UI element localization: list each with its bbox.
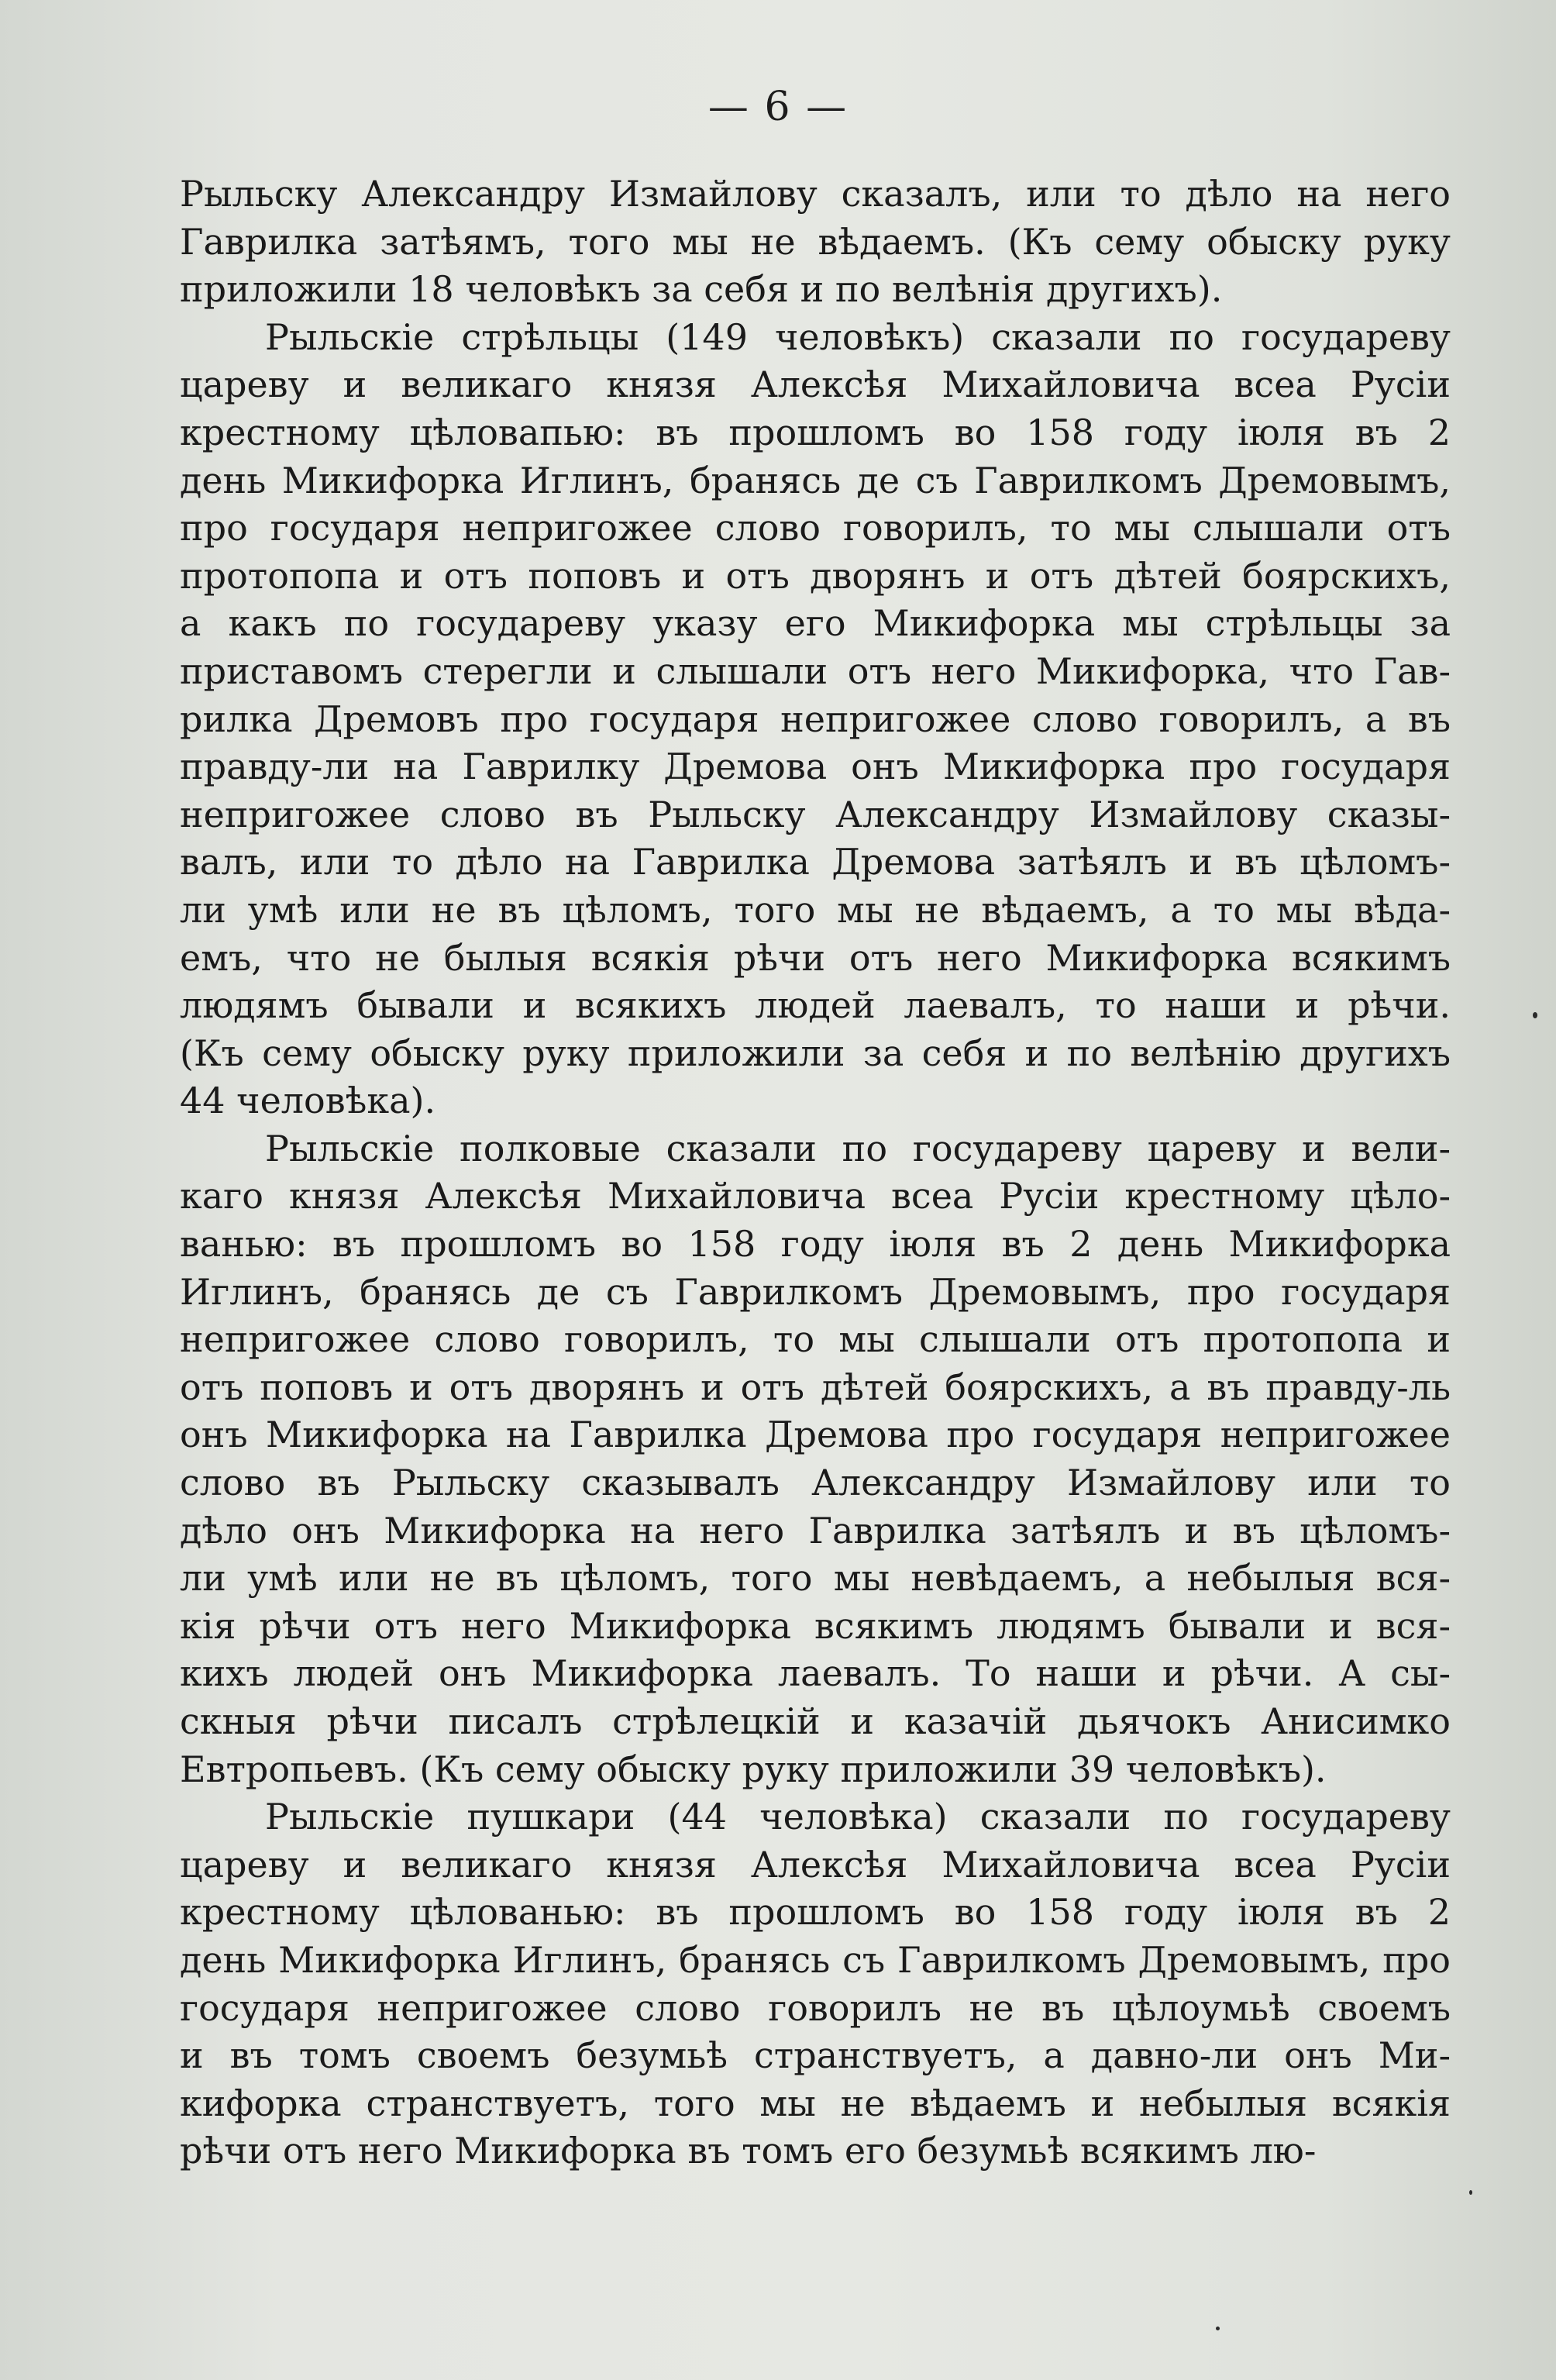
paragraph [180,1125,1451,1793]
text-line: крестному цѣлованью: въ прошломъ во 158 году іюля въ 2 [180,1891,1451,1934]
ink-speck [1216,2327,1220,2330]
text-line: Рыльску Александру Измайлову сказалъ, или то дѣло на него [180,173,1451,215]
text-line: непригожее слово въ Рыльску Александру Измайлову сказы- [180,793,1451,835]
text-line: рилка Дремовъ про государя непригожее слово говорилъ, а въ [180,697,1451,740]
text-line: кихъ людей онъ Микифорка лаевалъ. То наши и рѣчи. А сы- [180,1652,1451,1695]
text-line: протопопа и отъ поповъ и отъ дворянъ и отъ дѣтей боярскихъ, [180,554,1451,597]
text-line: цареву и великаго князя Алексѣя Михайловича всеа Русіи [180,1843,1451,1886]
text-line: кія рѣчи отъ него Микифорка всякимъ людямъ бывали и вся- [180,1604,1451,1647]
text-line: онъ Микифорка на Гаврилка Дремова про государя непригожее [180,1414,1451,1456]
text-line: рѣчи отъ него Микифорка въ томъ его безумьѣ всякимъ лю- [180,2130,1317,2172]
text-line: Рыльскіе пушкари (44 человѣка) сказали по государеву [265,1796,1451,1838]
text-line: Рыльскіе стрѣльцы (149 человѣкъ) сказали по государеву [265,315,1451,358]
paragraph [180,314,1451,1125]
text-line: крестному цѣловапью: въ прошломъ во 158 году іюля въ 2 [180,411,1451,453]
text-line: государя непригожее слово говорилъ не въ цѣлоумьѣ своемъ [180,1986,1451,2029]
text-line: людямъ бывали и всякихъ людей лаевалъ, то наши и рѣчи. [180,984,1451,1027]
text-line: приставомъ стерегли и слышали отъ него Микифорка, что Гав- [180,649,1451,692]
page-number: — 6 — [707,84,849,130]
text-line: ли умѣ или не въ цѣломъ, того мы не вѣдаемъ, а то мы вѣда- [180,888,1451,931]
text-line: слово въ Рыльску сказывалъ Александру Измайлову или то [180,1462,1451,1504]
text-line: и въ томъ своемъ безумьѣ странствуетъ, а давно-ли онъ Ми- [180,2034,1451,2077]
text-line: день Микифорка Иглинъ, бранясь съ Гаврилкомъ Дремовымъ, про [180,1938,1451,1981]
text-line: каго князя Алексѣя Михайловича всеа Русіи крестному цѣло- [180,1175,1451,1218]
text-line: приложили 18 человѣкъ за себя и по велѣнія другихъ). [180,268,1223,311]
text-line: непригожее слово говорилъ, то мы слышали отъ протопопа и [180,1318,1451,1361]
text-line: Рыльскіе полковые сказали по государеву цареву и вели- [265,1127,1451,1169]
text-line: (Къ сему обыску руку приложили за себя и по велѣнію другихъ [180,1032,1451,1074]
text-line: дѣло онъ Микифорка на него Гаврилка затѣялъ и въ цѣломъ- [180,1509,1451,1552]
ink-speck [1469,2190,1472,2195]
text-line: про государя непригожее слово говорилъ, то мы слышали отъ [180,507,1451,549]
paragraph [180,170,1451,314]
text-line: правду-ли на Гаврилку Дремова онъ Микифорка про государя [180,746,1451,788]
text-line: ли умѣ или не въ цѣломъ, того мы невѣдаемъ, а небылыя вся- [180,1557,1451,1600]
text-line: день Микифорка Иглинъ, бранясь де съ Гаврилкомъ Дремовымъ, [180,459,1451,501]
text-line: емъ, что не былыя всякія рѣчи отъ него Микифорка всякимъ [180,936,1451,979]
ink-speck [1533,1012,1537,1018]
text-line: Иглинъ, бранясь де съ Гаврилкомъ Дремовымъ, про государя [180,1270,1451,1313]
text-line: 44 человѣка). [180,1080,436,1122]
text-line: Гаврилка затѣямъ, того мы не вѣдаемъ. (Къ сему обыску руку [180,220,1451,263]
text-line: отъ поповъ и отъ дворянъ и отъ дѣтей боярскихъ, а въ правду-ль [180,1366,1451,1408]
text-line: валъ, или то дѣло на Гаврилка Дремова затѣялъ и въ цѣломъ- [180,841,1451,883]
text-line: кифорка странствуетъ, того мы не вѣдаемъ и небылыя всякія [180,2082,1451,2124]
body-text [180,170,1451,2175]
text-line: а какъ по государеву указу его Микифорка мы стрѣльцы за [180,602,1451,645]
text-line: ванью: въ прошломъ во 158 году іюля въ 2 день Микифорка [180,1223,1451,1266]
text-line: Евтропьевъ. (Къ сему обыску руку приложили 39 человѣкъ). [180,1748,1327,1790]
paragraph [180,1793,1451,2175]
text-line: скныя рѣчи писалъ стрѣлецкій и казачій дьячокъ Анисимко [180,1700,1451,1742]
text-line: цареву и великаго князя Алексѣя Михайловича всеа Русіи [180,363,1451,406]
